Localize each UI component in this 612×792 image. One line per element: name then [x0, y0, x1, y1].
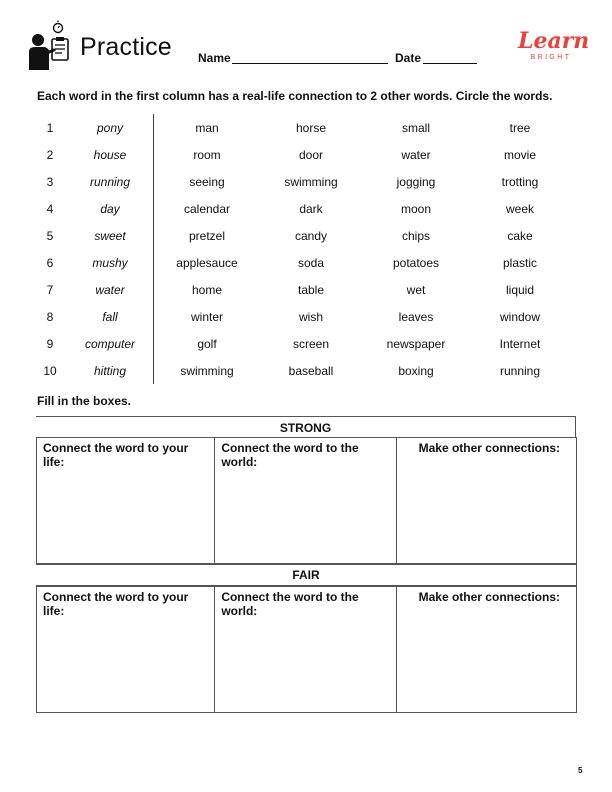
choice-word[interactable]: jogging: [396, 175, 436, 189]
choice-word[interactable]: applesauce: [176, 256, 238, 270]
choice-word[interactable]: Internet: [499, 337, 541, 351]
section-label-strong: STRONG: [279, 421, 332, 435]
row-number: 6: [46, 256, 54, 270]
date-label: Date: [395, 51, 422, 65]
fair-life-label: Connect the word to your life:: [43, 590, 189, 618]
fair-box-row: [36, 586, 577, 713]
choice-word[interactable]: chips: [401, 229, 430, 243]
choice-word[interactable]: room: [193, 148, 221, 162]
teacher-presentation-icon: [28, 20, 74, 70]
instructions: Each word in the first column has a real-life connection to 2 other words. Circle the words.: [37, 89, 553, 103]
choice-word[interactable]: winter: [190, 310, 223, 324]
choice-word[interactable]: seeing: [189, 175, 225, 189]
fair-other-label: Make other connections:: [418, 590, 560, 604]
choice-word[interactable]: week: [505, 202, 534, 216]
choice-word[interactable]: tree: [509, 121, 531, 135]
choice-word[interactable]: water: [401, 148, 431, 162]
row-number: 8: [46, 310, 54, 324]
fair-world-label: Connect the word to the world:: [221, 590, 359, 618]
choice-word[interactable]: candy: [294, 229, 328, 243]
choice-word[interactable]: small: [401, 121, 430, 135]
choice-word[interactable]: leaves: [398, 310, 434, 324]
logo-main-text: Learn: [518, 28, 590, 54]
fair-world-box[interactable]: [215, 587, 396, 712]
key-word: house: [93, 148, 127, 162]
choice-word[interactable]: window: [499, 310, 541, 324]
date-field[interactable]: [423, 63, 477, 64]
page-title: Practice: [80, 33, 172, 61]
row-number: 5: [46, 229, 54, 243]
choice-word[interactable]: man: [195, 121, 219, 135]
fair-life-box[interactable]: [37, 587, 215, 712]
strong-world-label: Connect the word to the world:: [221, 441, 359, 469]
choice-word[interactable]: running: [499, 364, 541, 378]
row-number: 3: [46, 175, 54, 189]
row-number: 10: [43, 364, 57, 378]
row-number: 9: [46, 337, 54, 351]
name-label: Name: [198, 51, 231, 65]
choice-word[interactable]: pretzel: [188, 229, 226, 243]
logo-sub-text: BRIGHT: [530, 54, 572, 61]
strong-label-bar: [36, 416, 576, 438]
choice-word[interactable]: plastic: [502, 256, 537, 270]
row-number: 1: [46, 121, 54, 135]
choice-word[interactable]: boxing: [398, 364, 434, 378]
key-word: pony: [96, 121, 124, 135]
choice-word[interactable]: wish: [298, 310, 323, 324]
key-word: water: [95, 283, 125, 297]
choice-word[interactable]: screen: [292, 337, 330, 351]
key-word: hitting: [93, 364, 127, 378]
strong-other-box[interactable]: [397, 438, 576, 563]
strong-box-row: [36, 437, 577, 564]
fair-other-box[interactable]: [397, 587, 576, 712]
choice-word[interactable]: swimming: [284, 175, 338, 189]
key-word: mushy: [92, 256, 128, 270]
choice-word[interactable]: baseball: [288, 364, 334, 378]
choice-word[interactable]: calendar: [183, 202, 231, 216]
row-number: 2: [46, 148, 54, 162]
choice-word[interactable]: movie: [503, 148, 536, 162]
row-number: 7: [46, 283, 54, 297]
key-word: day: [100, 202, 120, 216]
strong-life-box[interactable]: [37, 438, 215, 563]
fair-label-bar: [36, 564, 577, 586]
strong-other-label: Make other connections:: [418, 441, 560, 455]
choice-word[interactable]: wet: [406, 283, 426, 297]
choice-word[interactable]: moon: [400, 202, 432, 216]
key-word: sweet: [94, 229, 126, 243]
learn-bright-logo: [518, 28, 590, 68]
choice-word[interactable]: home: [191, 283, 223, 297]
choice-word[interactable]: golf: [197, 337, 217, 351]
choice-word[interactable]: liquid: [505, 283, 535, 297]
choice-word[interactable]: cake: [507, 229, 533, 243]
name-field[interactable]: [232, 63, 388, 64]
strong-life-label: Connect the word to your life:: [43, 441, 189, 469]
choice-word[interactable]: soda: [297, 256, 325, 270]
key-word: running: [89, 175, 131, 189]
choice-word[interactable]: dark: [299, 202, 323, 216]
page-number: 5: [578, 766, 583, 775]
key-word: fall: [102, 310, 118, 324]
row-number: 4: [46, 202, 54, 216]
choice-word[interactable]: swimming: [180, 364, 234, 378]
choice-word[interactable]: horse: [295, 121, 327, 135]
strong-world-box[interactable]: [215, 438, 396, 563]
choice-word[interactable]: door: [298, 148, 324, 162]
choice-word[interactable]: potatoes: [392, 256, 440, 270]
key-word: computer: [84, 337, 136, 351]
choice-word[interactable]: table: [297, 283, 325, 297]
choice-word[interactable]: trotting: [501, 175, 539, 189]
choice-word[interactable]: newspaper: [386, 337, 446, 351]
fill-instructions: Fill in the boxes.: [37, 394, 132, 408]
section-label-fair: FAIR: [292, 568, 320, 582]
